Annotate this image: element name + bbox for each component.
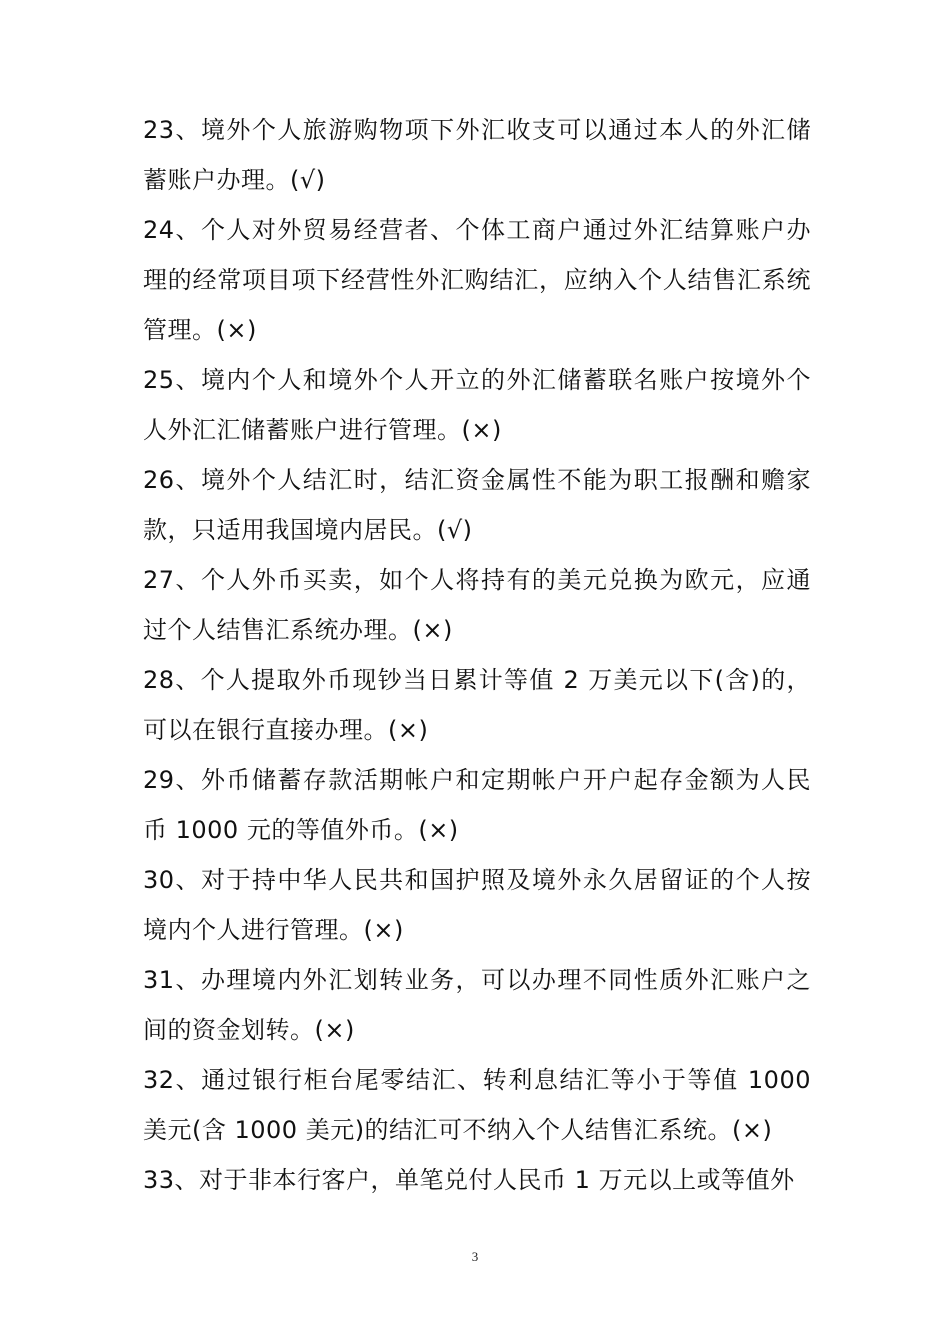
question-25: 25、境内个人和境外个人开立的外汇储蓄联名账户按境外个人外汇汇储蓄账户进行管理。(×) [143, 366, 811, 444]
question-23: 23、境外个人旅游购物项下外汇收支可以通过本人的外汇储蓄账户办理。(√) [143, 116, 811, 194]
question-32: 32、通过银行柜台尾零结汇、转利息结汇等小于等值 1000 美元(含 1000 美元)的结汇可不纳入个人结售汇系统。(×) [143, 1066, 811, 1144]
question-24: 24、个人对外贸易经营者、个体工商户通过外汇结算账户办理的经常项目项下经营性外汇购结汇，应纳入个人结售汇系统管理。(×) [143, 216, 811, 344]
question-33: 33、对于非本行客户，单笔兑付人民币 1 万元以上或等值外 [143, 1166, 795, 1194]
question-28: 28、个人提取外币现钞当日累计等值 2 万美元以下(含)的，可以在银行直接办理。(×) [143, 666, 811, 744]
question-31: 31、办理境内外汇划转业务，可以办理不同性质外汇账户之间的资金划转。(×) [143, 966, 811, 1044]
question-26: 26、境外个人结汇时，结汇资金属性不能为职工报酬和赡家款，只适用我国境内居民。(√) [143, 466, 811, 544]
question-list [143, 105, 811, 1205]
question-29: 29、外币储蓄存款活期帐户和定期帐户开户起存金额为人民币 1000 元的等值外币。(×) [143, 766, 811, 844]
question-27: 27、个人外币买卖，如个人将持有的美元兑换为欧元，应通过个人结售汇系统办理。(×) [143, 566, 811, 644]
page-number: 3 [471, 1249, 479, 1264]
question-30: 30、对于持中华人民共和国护照及境外永久居留证的个人按境内个人进行管理。(×) [143, 866, 811, 944]
